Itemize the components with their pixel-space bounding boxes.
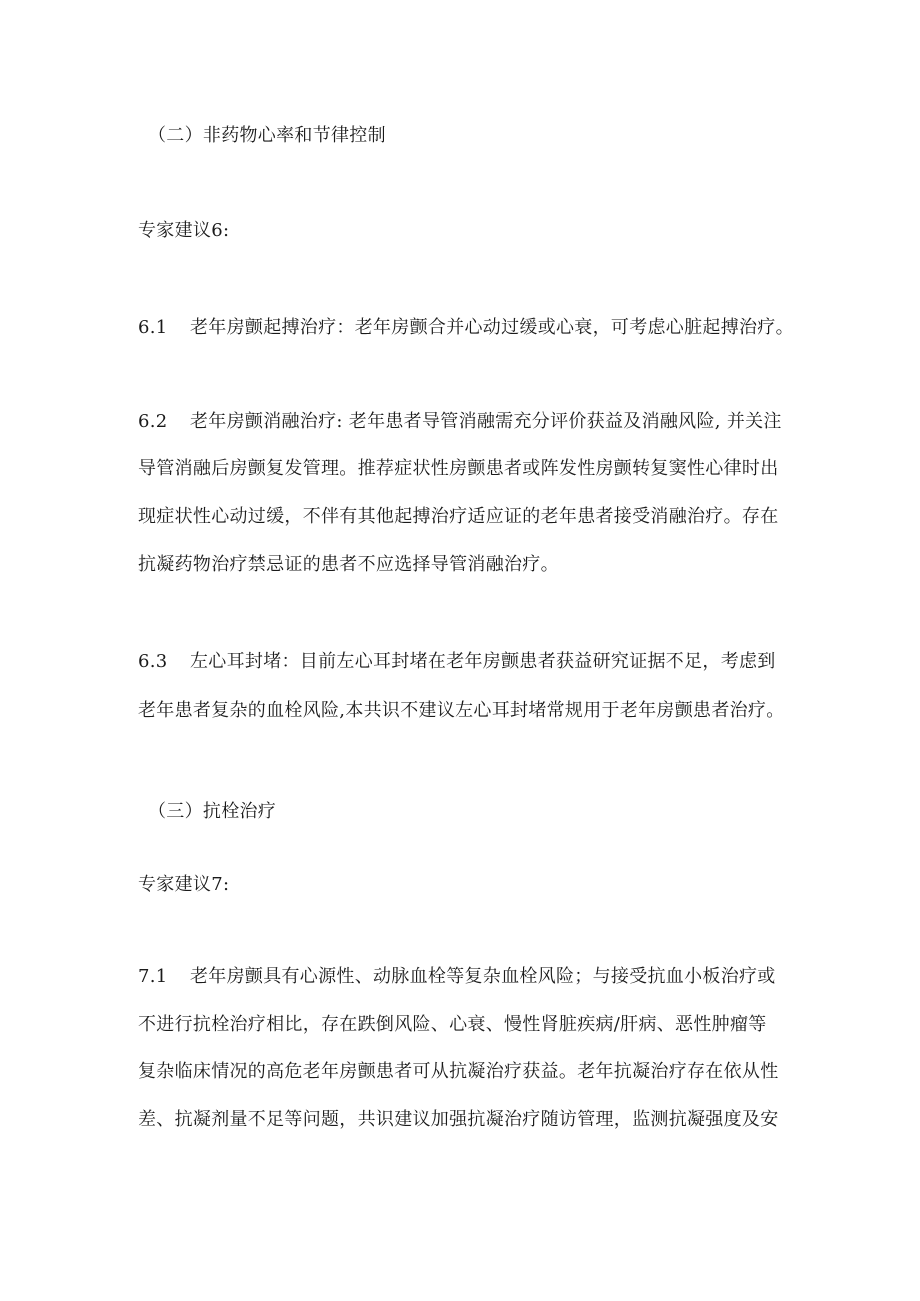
item-7-1-line-1 (138, 965, 776, 989)
item-6-3-line-2: 老年患者复杂的血栓风险,本共识不建议左心耳封堵常规用于老年房颤患者治疗。 (138, 700, 785, 721)
item-6-3-number: 6.3 (138, 651, 168, 672)
expert-recommendation-7-label: 专家建议7: (138, 874, 230, 895)
item-6-3-text-1: 左心耳封堵：目前左心耳封堵在老年房颤患者获益研究证据不足，考虑到 (190, 651, 776, 672)
expert-recommendation-6-label: 专家建议6: (138, 220, 230, 241)
item-6-2-line-4: 抗凝药物治疗禁忌证的患者不应选择导管消融治疗。 (138, 554, 559, 575)
item-7-1-text-1: 老年房颤具有心源性、动脉血栓等复杂血栓风险；与接受抗血小板治疗或 (190, 966, 776, 987)
item-6-3-line-1 (138, 650, 776, 674)
section-heading-non-drug-control: （二）非药物心率和节律控制 (148, 125, 386, 146)
item-7-1-line-4: 差、抗凝剂量不足等问题，共识建议加强抗凝治疗随访管理，监测抗凝强度及安 (138, 1109, 779, 1130)
item-6-2-text-1: 老年房颤消融治疗: 老年患者导管消融需充分评价获益及消融风险, 并关注 (190, 411, 782, 432)
section-heading-antithrombotic: （三）抗栓治疗 (148, 801, 277, 822)
item-6-2-line-2: 导管消融后房颤复发管理。推荐症状性房颤患者或阵发性房颤转复窦性心律时出 (138, 458, 779, 479)
item-7-1-line-2: 不进行抗栓治疗相比，存在跌倒风险、心衰、慢性肾脏疾病/肝病、恶性肿瘤等 (138, 1014, 767, 1035)
item-6-1-text: 老年房颤起搏治疗：老年房颤合并心动过缓或心衰，可考虑心脏起搏治疗。 (190, 317, 794, 338)
item-7-1-number: 7.1 (138, 966, 168, 987)
item-6-1-line-1 (138, 316, 794, 340)
item-6-1-number: 6.1 (138, 317, 168, 338)
item-6-2-number: 6.2 (138, 411, 168, 432)
item-7-1-line-3: 复杂临床情况的高危老年房颤患者可从抗凝治疗获益。老年抗凝治疗存在依从性 (138, 1061, 779, 1082)
item-6-2-line-3: 现症状性心动过缓，不伴有其他起搏治疗适应证的老年患者接受消融治疗。存在 (138, 506, 779, 527)
item-6-2-line-1 (138, 410, 782, 434)
